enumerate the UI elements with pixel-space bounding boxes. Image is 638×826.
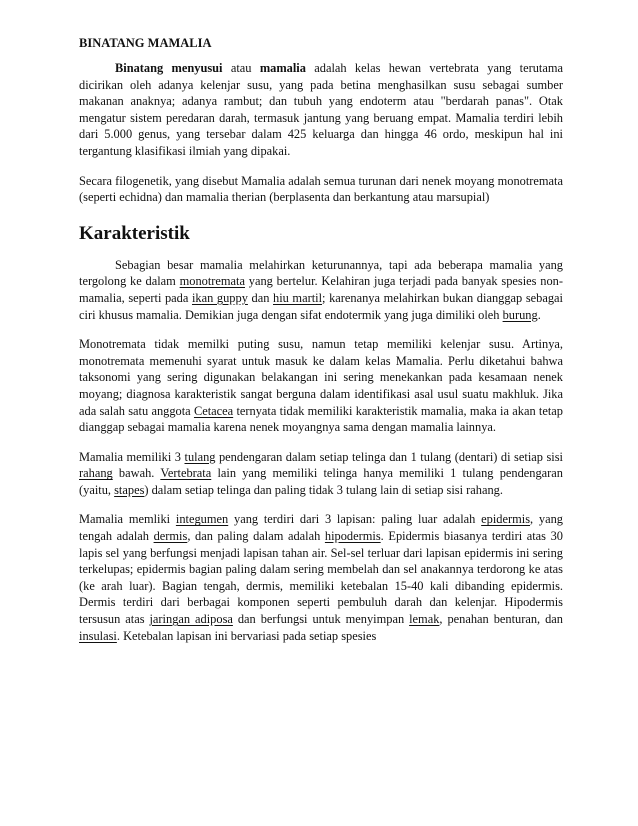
link-ikan-guppy[interactable]: ikan guppy [191,290,248,305]
link-jaringan-adiposa[interactable]: jaringan adiposa [149,612,233,627]
link-hipodermis[interactable]: hipodermis [324,529,381,544]
text: . [537,307,541,322]
text: bawah. [112,466,161,481]
link-epidermis[interactable]: epidermis [481,512,531,527]
link-stapes[interactable]: stapes [114,482,145,497]
text: , dan paling dalam adalah [187,529,325,544]
document-title: BINATANG MAMALIA [79,36,212,50]
text: Mamalia memliki [79,512,176,527]
text: . Ketebalan lapisan ini bervariasi pada setiap spesies [116,628,377,643]
link-hiu-martil[interactable]: hiu martil [273,290,323,305]
intro-paragraph [79,60,563,160]
link-lemak[interactable]: lemak [409,612,440,627]
kulit-paragraph [79,511,563,644]
text: . Epidermis biasanya terdiri atas 30 lapis sel yang berfungsi menjadi lapisan tahan air. Sel-sel terluar dari lapisan epidermis ini sering terkelupas; epidermis bagian paling dalam sering membelah dan sel anakannya terdorong ke atas (ke arah luar). Bagian tengah, dermis, memiliki ketebalan 15-40 kali dibanding epidermis. Dermis terdiri dari berbagai komponen seperti pembuluh darah dan kelenjar. Hipodermis tersusun atas [79,529,563,627]
text: yang terdiri dari 3 lapisan: paling luar adalah [228,512,482,527]
link-burung[interactable]: burung [502,307,538,322]
term-binatang-menyusui: Binatang menyusui [115,61,223,75]
text: pendengaran dalam setiap telinga dan 1 tulang (dentari) di setiap sisi [215,449,563,464]
text: , yang tengah adalah [79,512,563,544]
karakteristik-paragraph [79,257,563,323]
text: dan berfungsi untuk menyimpan [232,612,410,627]
text: ; karenanya melahirkan bukan dianggap sebagai ciri khusus mamalia. Demikian juga dengan sifat endotermik yang juga dimiliki oleh [79,290,563,322]
monotremata-paragraph [79,336,563,436]
text: atau [222,61,260,75]
link-integumen[interactable]: integumen [175,512,229,527]
text: adalah kelas hewan vertebrata yang terutama dicirikan oleh adanya kelenjar susu, yang pada betina menghasilkan susu sebagai sumber makanan anaknya; adanya rambut; dan tubuh yang endoterm atau "berdarah panas". Otak mengatur sistem peredaran darah, termasuk jantung yang beruang empat. Mamalia terdiri lebih dari 5.000 genus, yang tersebar dalam 425 keluarga dan hingga 46 ordo, meskipun hal ini tergantung klasifikasi ilmiah yang dipakai. [79,61,564,158]
link-rahang[interactable]: rahang [79,466,113,481]
section-heading-karakteristik: Karakteristik [79,222,190,244]
link-tulang[interactable]: tulang [184,449,216,464]
link-dermis[interactable]: dermis [153,529,188,544]
text: ternyata tidak memiliki karakteristik mamalia, maka ia akan tetap dianggap sebagai mamalia karena nenek moyangnya sama dengan mamalia lainnya. [79,403,563,435]
phylogeny-paragraph: Secara filogenetik, yang disebut Mamalia adalah semua turunan dari nenek moyang monotremata (seperti echidna) dan mamalia therian (berplasenta dan berkantung atau marsupial) [79,173,563,205]
link-vertebrata[interactable]: Vertebrata [160,466,212,481]
link-insulasi[interactable]: insulasi [79,628,117,643]
tulang-paragraph [79,449,563,499]
document-body [79,34,563,644]
text: Sebagian besar mamalia melahirkan keturunannya, tapi ada beberapa mamalia yang tergolong ke dalam [79,257,563,289]
text: Mamalia memiliki 3 [79,449,185,464]
text: yang bertelur. Kelahiran juga terjadi pada banyak spesies non-mamalia, seperti pada [79,274,563,305]
text: lain yang memiliki telinga hanya memiliki 1 tulang pendengaran (yaitu, [79,466,563,497]
link-cetacea[interactable]: Cetacea [193,403,234,418]
link-monotremata[interactable]: monotremata [179,274,245,289]
text: Monotremata tidak memilki puting susu, namun tetap memiliki kelenjar susu. Artinya, monotremata memenuhi syarat untuk masuk ke dalam kelas Mamalia. Perlu diketahui bahwa taksonomi yang sering digunakan belakangan ini sering menekankan pada kesamaan nenek moyang; diagnosa karakteristik sangat berguna dalam identifikasi asal usul suatu makhluk. Jika ada salah satu anggota [79,337,563,418]
text: ) dalam setiap telinga dan paling tidak 3 tulang lain di setiap sisi rahang. [144,482,503,497]
text: dan [247,290,273,305]
text: , penahan benturan, dan [439,612,563,627]
term-mamalia: mamalia [259,61,306,75]
